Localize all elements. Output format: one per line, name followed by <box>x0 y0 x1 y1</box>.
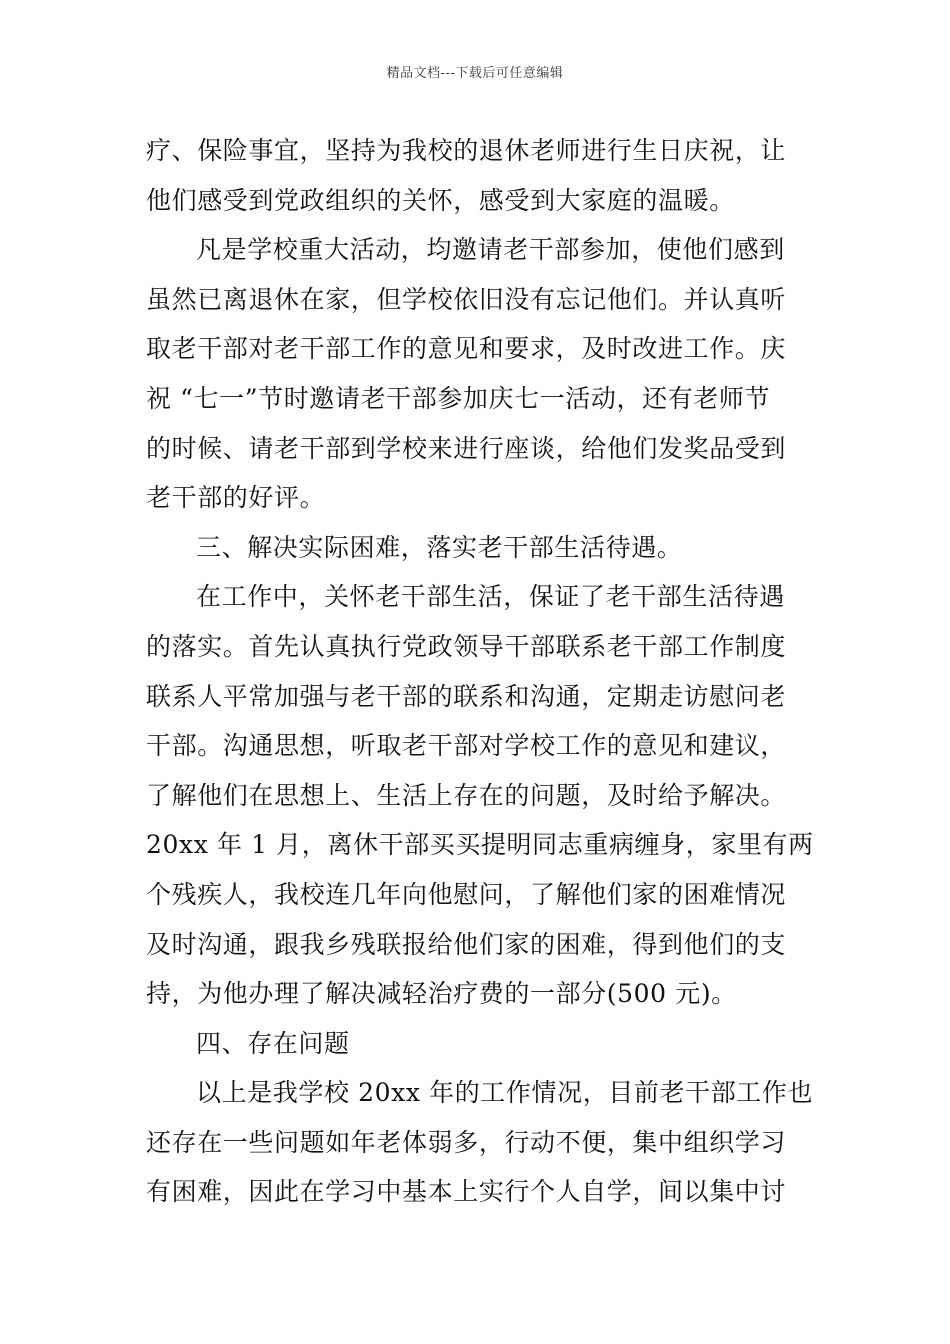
section-heading: 四、存在问题 <box>196 1028 350 1058</box>
text-line: 及时沟通，跟我乡残联报给他们家的困难，得到他们的支 <box>146 929 787 959</box>
text-line: 个残疾人，我校连几年向他慰问，了解他们家的困难情况 <box>146 879 787 909</box>
text-line: 祝 “七一”节时邀请老干部参加庆七一活动，还有老师节 <box>146 383 771 413</box>
text-line: 的落实。首先认真执行党政领导干部联系老干部工作制度 <box>146 631 787 661</box>
text-line: 疗、保险事宜，坚持为我校的退休老师进行生日庆祝，让 <box>146 136 787 165</box>
section-heading: 三、解决实际困难，落实老干部生活待遇。 <box>196 532 683 562</box>
page-header: 精品文档---下载后可任意编辑 <box>386 66 564 81</box>
text-line: 虽然已离退休在家，但学校依旧没有忘记他们。并认真听 <box>146 284 787 314</box>
text-line: 的时候、请老干部到学校来进行座谈，给他们发奖品受到 <box>146 433 787 463</box>
document-body <box>146 126 816 1217</box>
text-line: 还存在一些问题如年老体弱多，行动不便，集中组织学习 <box>146 1127 787 1157</box>
text-line: 老干部的好评。 <box>146 483 326 513</box>
text-line: 有困难，因此在学习中基本上实行个人自学，间以集中讨 <box>146 1177 787 1207</box>
text-line: 取老干部对老干部工作的意见和要求，及时改进工作。庆 <box>146 334 787 364</box>
text-line: 干部。沟通思想，听取老干部对学校工作的意见和建议， <box>146 731 787 761</box>
text-line: 20xx 年 1 月，离休干部买买提明同志重病缠身，家里有两 <box>146 830 814 860</box>
text-line: 持，为他办理了解决减轻治疗费的一部分(500 元)。 <box>146 979 737 1009</box>
paragraph-start-line: 在工作中，关怀老干部生活，保证了老干部生活待遇 <box>196 582 785 612</box>
text-line: 他们感受到党政组织的关怀，感受到大家庭的温暖。 <box>146 185 735 215</box>
text-line: 了解他们在思想上、生活上存在的问题，及时给予解决。 <box>146 780 787 810</box>
paragraph-start-line: 凡是学校重大活动，均邀请老干部参加，使他们感到 <box>196 235 785 265</box>
text-line: 联系人平常加强与老干部的联系和沟通，定期走访慰问老 <box>146 681 787 711</box>
paragraph-start-line: 以上是我学校 20xx 年的工作情况，目前老干部工作也 <box>196 1078 814 1108</box>
